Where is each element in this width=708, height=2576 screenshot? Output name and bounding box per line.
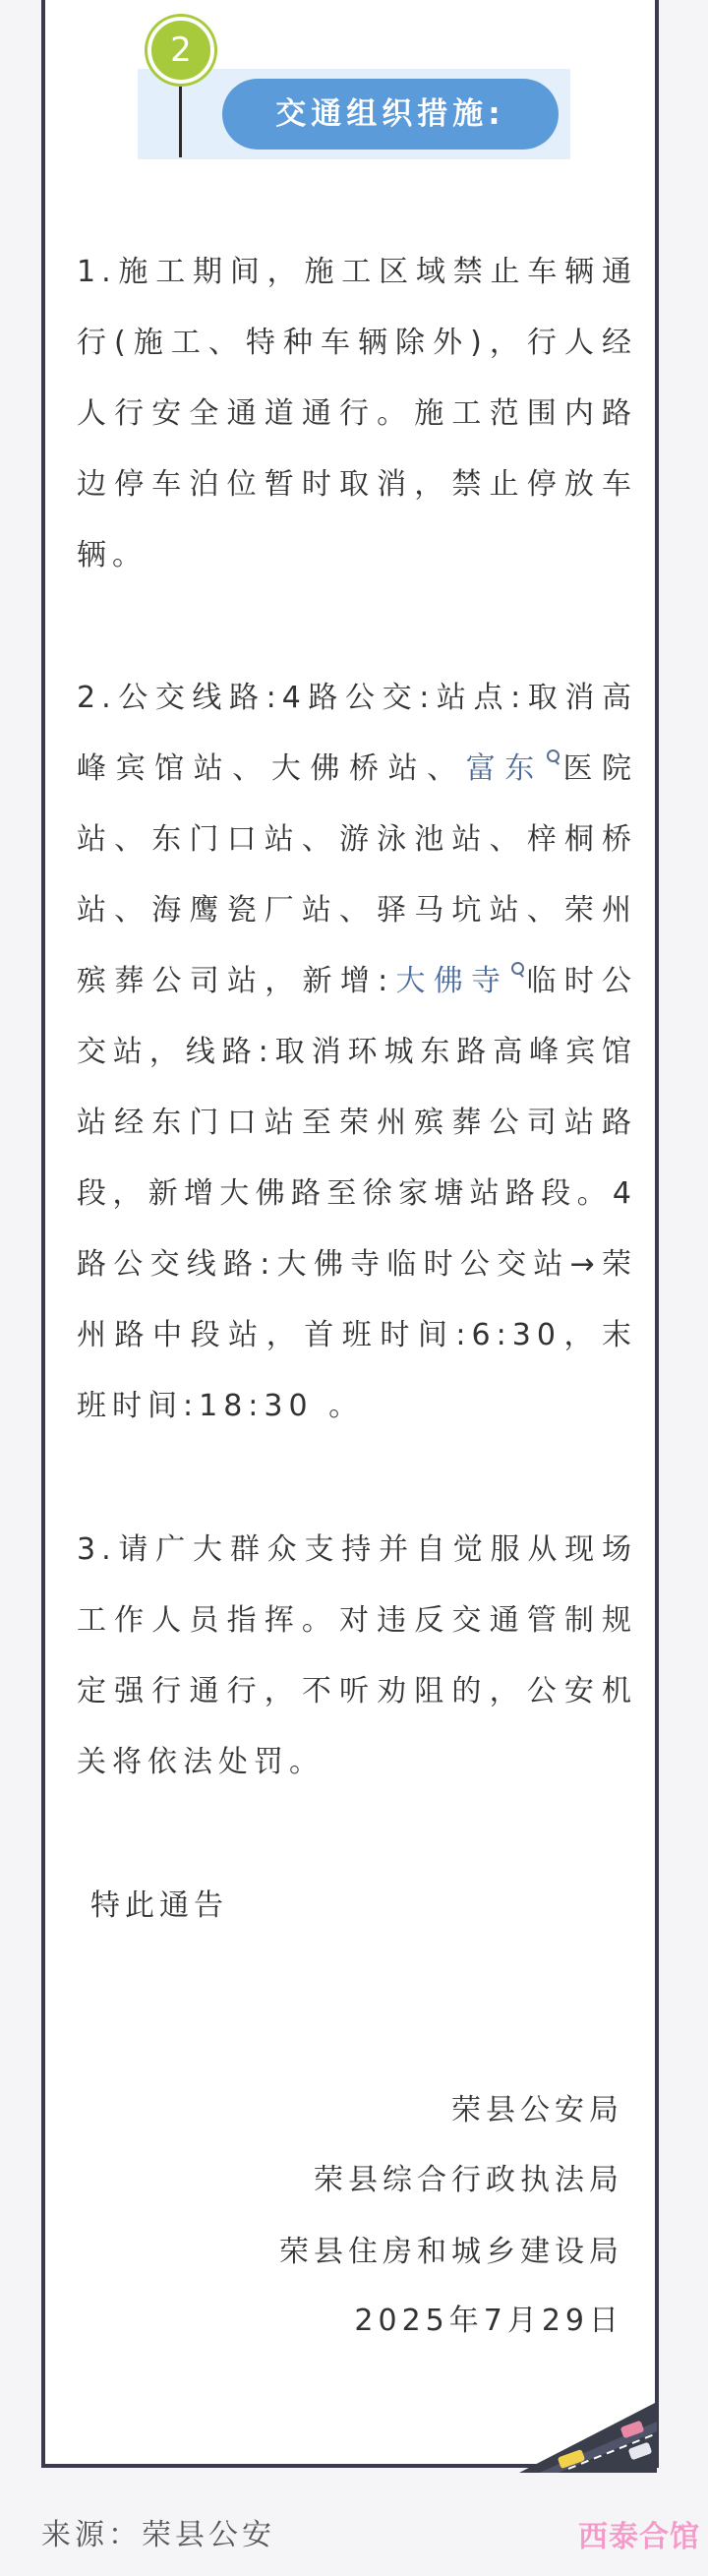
section-title: 交通组织措施:	[222, 79, 559, 150]
signature-housing: 荣县住房和城乡建设局	[279, 2235, 623, 2269]
search-icon[interactable]	[510, 962, 524, 980]
signature-law-enforcement: 荣县综合行政执法局	[314, 2163, 623, 2197]
p2-text-end: 临时公交站，线路:取消环城东路高峰宾馆站经东门口站至荣州殡葬公司站路段，新增大佛路至徐家塘站路段。4路公交线路:大佛寺临时公交站→荣州路中段站，首班时间:6:30，末班时间:18:30 。	[77, 964, 638, 1423]
search-icon[interactable]	[546, 749, 560, 767]
p2-text-middle: 医院站、东门口站、游泳池站、梓桐桥站、海鹰瓷厂站、驿马坑站、荣州殡葬公司站，新增:	[77, 751, 638, 998]
watermark-logo: 西泰合馆	[578, 2520, 700, 2554]
road-illustration	[519, 2372, 657, 2473]
search-link-dafosi[interactable]	[393, 964, 524, 998]
signature-police: 荣县公安局	[451, 2093, 623, 2127]
notice-closing: 特此通告	[90, 1888, 228, 1923]
paragraph-public-cooperation: 3.请广大群众支持并自觉服从现场工作人员指挥。对违反交通管制规定强行通行，不听劝阻的，公安机关将依法处罚。	[77, 1532, 637, 1779]
signature-date: 2025年7月29日	[354, 2304, 623, 2338]
section-number-badge: 2	[148, 17, 214, 84]
p2-text-start: 2.公交线路:4路公交:站点:取消高峰宾馆站、大佛桥站、	[77, 681, 637, 786]
source-attribution: 来源：荣县公安	[41, 2518, 275, 2552]
search-link-fudong-label[interactable]: 富东	[465, 751, 544, 786]
paragraph-bus-route	[77, 663, 637, 1442]
paragraph-construction-period: 1.施工期间，施工区域禁止车辆通行(施工、特种车辆除外)，行人经人行安全通道通行。施工范围内路边停车泊位暂时取消，禁止停放车辆。	[77, 255, 637, 572]
search-link-fudong[interactable]	[466, 751, 560, 786]
search-link-dafosi-label[interactable]: 大佛寺	[393, 964, 509, 998]
